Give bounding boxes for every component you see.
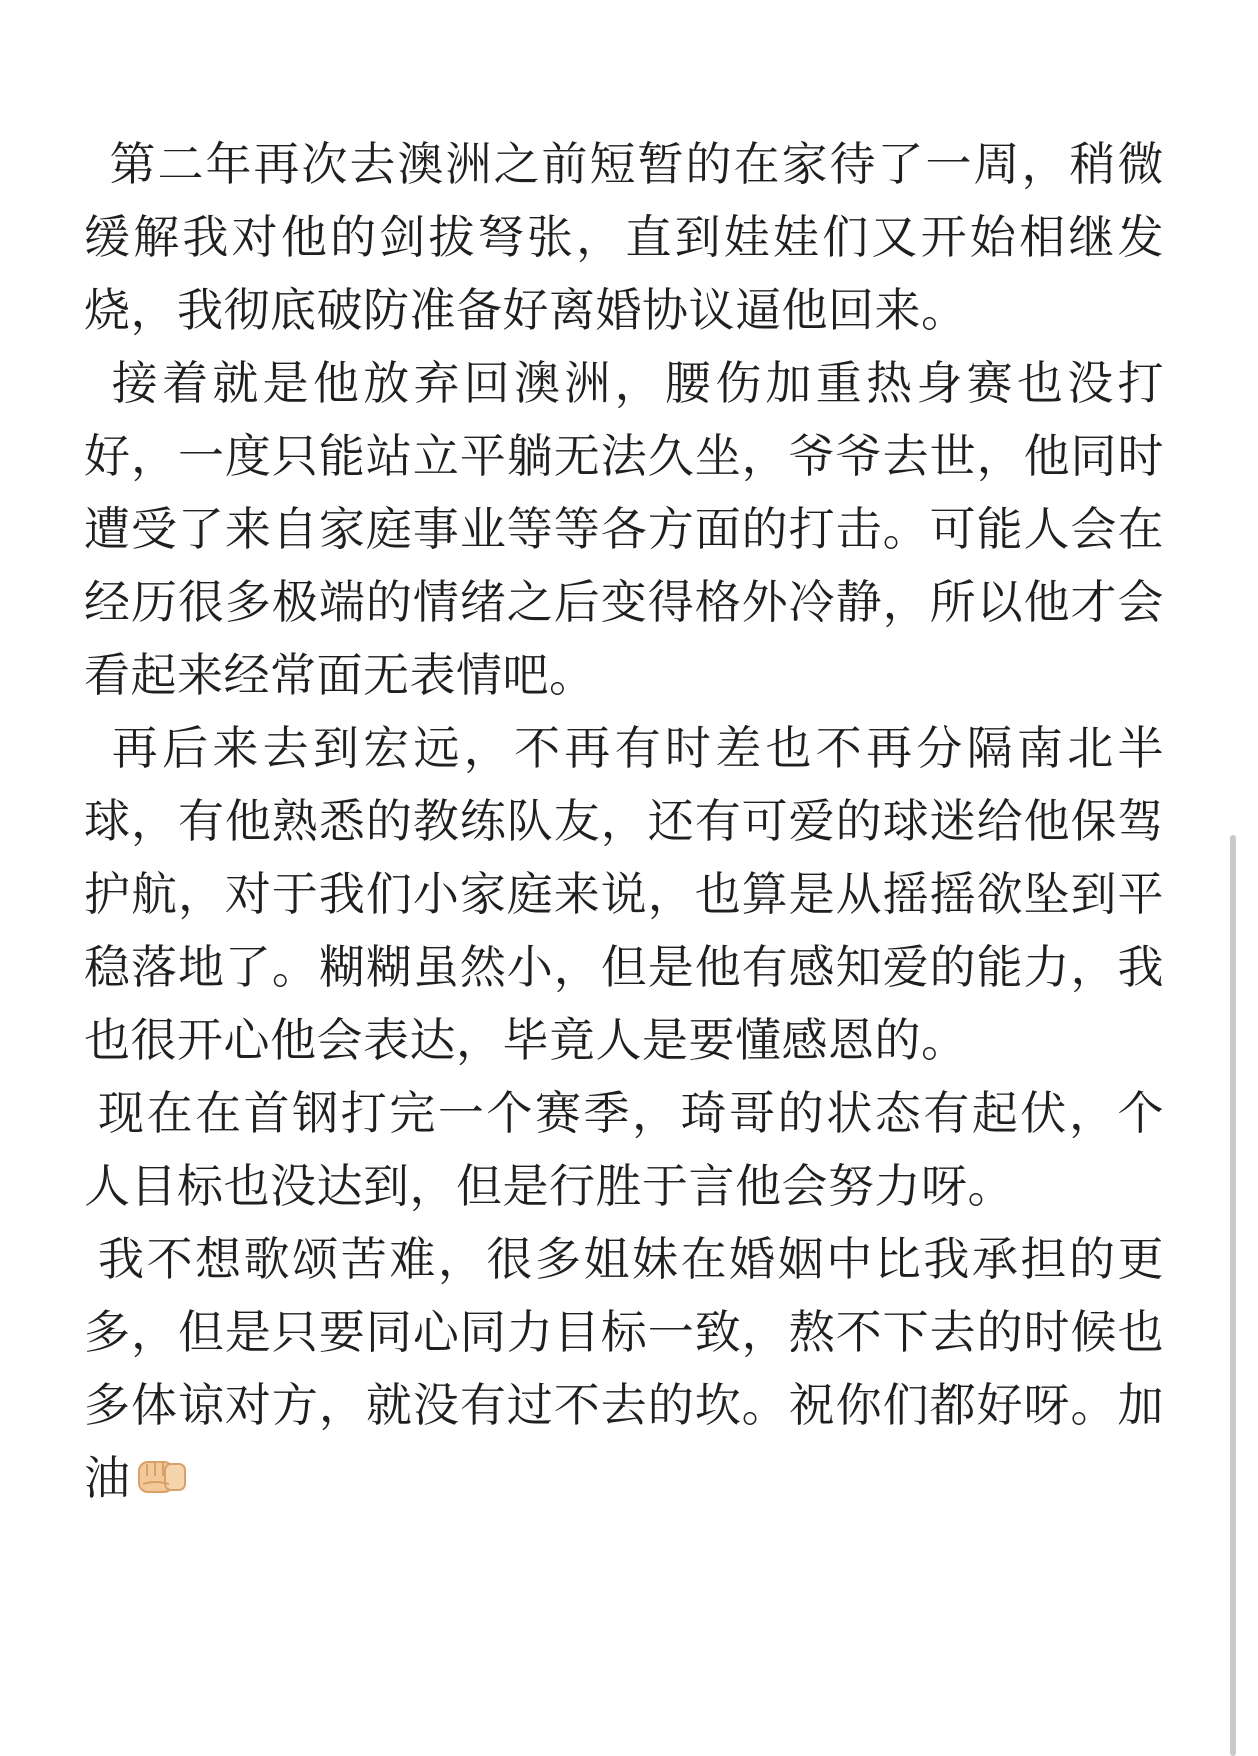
paragraph-4 xyxy=(84,1077,1164,1223)
fist-bump-icon xyxy=(135,1448,191,1494)
post-text-body xyxy=(84,128,1164,1515)
paragraph-3 xyxy=(84,712,1164,1077)
paragraph-2-text: 接着就是他放弃回澳洲，腰伤加重热身赛也没打好，一度只能站立平躺无法久坐，爷爷去世，他同时遭受了来自家庭事业等等各方面的打击。可能人会在经历很多极端的情绪之后变得格外冷静，所以他才会看起来经常面无表情吧。 xyxy=(84,356,1164,702)
paragraph-1-text: 第二年再次去澳洲之前短暂的在家待了一周，稍微缓解我对他的剑拔弩张，直到娃娃们又开始相继发烧，我彻底破防准备好离婚协议逼他回来。 xyxy=(84,137,1164,337)
paragraph-5-text: 我不想歌颂苦难，很多姐妹在婚姻中比我承担的更多，但是只要同心同力目标一致，熬不下去的时候也多体谅对方，就没有过不去的坎。祝你们都好呀。加油 xyxy=(84,1232,1164,1505)
paragraph-2 xyxy=(84,347,1164,712)
scrollbar[interactable] xyxy=(1230,835,1236,1756)
paragraph-1 xyxy=(84,128,1164,347)
paragraph-3-text: 再后来去到宏远，不再有时差也不再分隔南北半球，有他熟悉的教练队友，还有可爱的球迷给他保驾护航，对于我们小家庭来说，也算是从摇摇欲坠到平稳落地了。糊糊虽然小，但是他有感知爱的能力，我也很开心他会表达，毕竟人是要懂感恩的。 xyxy=(84,721,1164,1067)
paragraph-5 xyxy=(84,1223,1164,1515)
paragraph-4-text: 现在在首钢打完一个赛季，琦哥的状态有起伏，个人目标也没达到，但是行胜于言他会努力呀。 xyxy=(84,1086,1164,1213)
